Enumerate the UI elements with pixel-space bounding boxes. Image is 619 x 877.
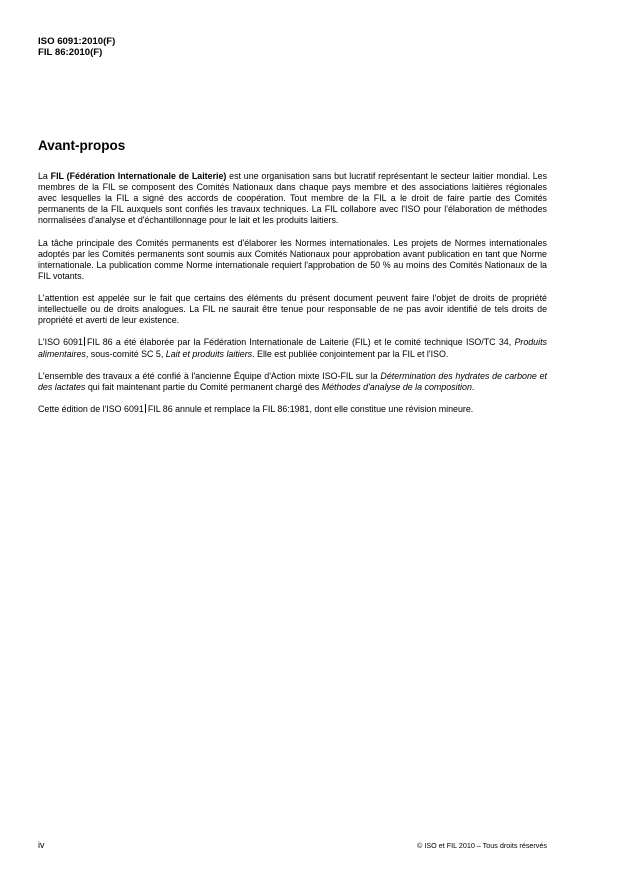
paragraph-2: La tâche principale des Comités permanents est d'élaborer les Normes internationales. Les projets de Normes internationales adoptés par les Comités permanents sont soumis aux Comités Nationaux pour approbation avant publication en tant que Norme internationale. La publication comme Norme internationale requiert l'approbation de 50 % au moins des Comités Nationaux de la FIL votants. (38, 237, 547, 281)
header-fil-number: FIL 86:2010(F) (38, 47, 103, 58)
separator-bar (145, 404, 146, 413)
paragraph-3: L'attention est appelée sur le fait que certains des éléments du présent document peuvent faire l'objet de droits de propriété intellectuelle ou de droits analogues. La FIL ne saurait être tenue pour responsable de ne pas avoir identifié de tels droits de propriété et averti de leur existence. (38, 293, 547, 326)
header-iso-number: ISO 6091:2010(F) (38, 36, 116, 47)
foreword-body (38, 171, 547, 426)
section-title: Avant-propos (38, 138, 126, 153)
separator-bar (84, 337, 85, 346)
copyright-notice: © ISO et FIL 2010 – Tous droits réservés (417, 841, 547, 850)
page-number: iv (38, 840, 45, 850)
paragraph-4: L'ISO 6091 FIL 86 a été élaborée par la Fédération Internationale de Laiterie (FIL) et le comité technique ISO/TC 34, Produits alimentaires, sous-comité SC 5, Lait et produits laitiers. Elle est publiée conjointement par la FIL et l'ISO. (38, 337, 547, 359)
document-header (38, 36, 115, 58)
paragraph-5: L'ensemble des travaux a été confié à l'ancienne Équipe d'Action mixte ISO-FIL sur la Détermination des hydrates de carbone et des lactates qui fait maintenant partie du Comité permanent chargé des Méthodes d'analyse de la composition. (38, 370, 547, 392)
paragraph-6: Cette édition de l'ISO 6091 FIL 86 annule et remplace la FIL 86:1981, dont elle constitue une révision mineure. (38, 403, 474, 414)
paragraph-1: La FIL (Fédération Internationale de Laiterie) est une organisation sans but lucratif représentant le secteur laitier mondial. Les membres de la FIL se composent des Comités Nationaux dans chaque pays membre et des associations laitières régionales avec lesquelles la FIL a signé des accords de coopération. Tout membre de la FIL a le droit de faire partie des Comités permanents de la FIL auxquels sont confiés les travaux techniques. La FIL collabore avec l'ISO pour l'élaboration de méthodes normalisées d'analyse et d'échantillonnage pour le lait et les produits laitiers. (38, 171, 548, 226)
